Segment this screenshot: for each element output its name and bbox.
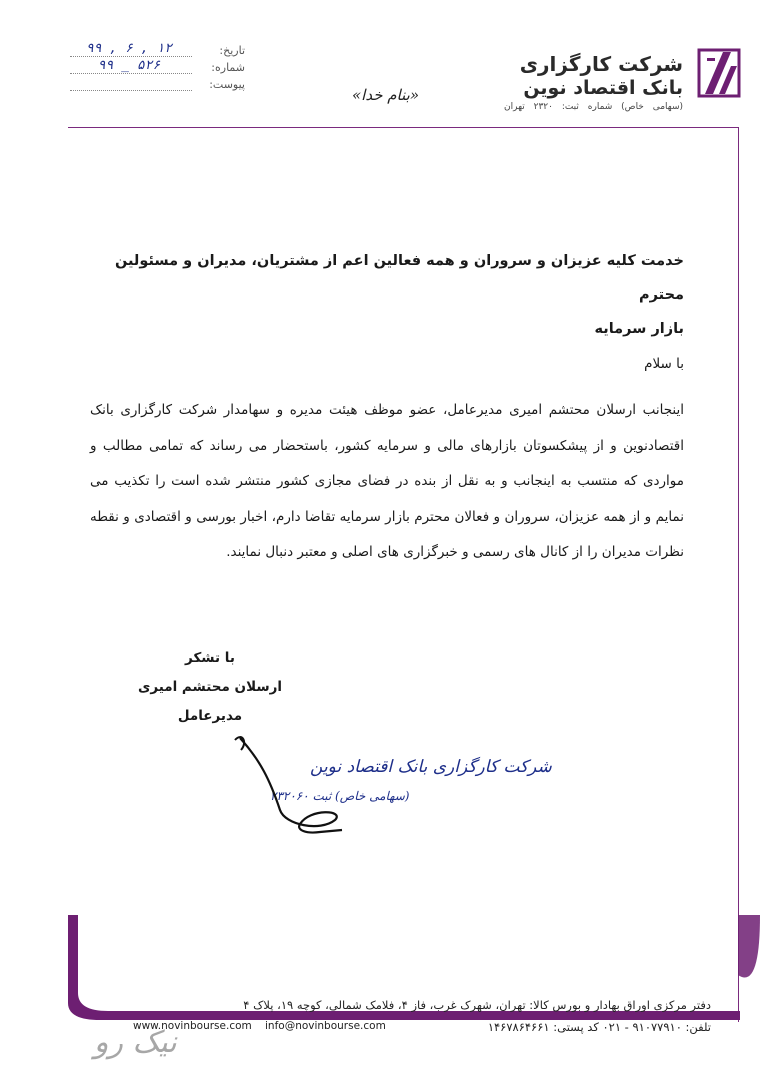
closing-block — [120, 644, 300, 731]
date-value: ۹۹ , ۶ , ۱۲ — [85, 41, 173, 56]
number-label: شماره: — [211, 61, 245, 74]
letter-body-paragraph: اینجانب ارسلان محتشم امیری مدیرعامل، عضو موظف هیئت مدیره و سهامدار شرکت کارگزاری بانک اقتصادنوین و از پیشکسوتان بازارهای مالی و سرمایه کشور، باستحضار می رساند که تمامی مطالب و مواردی که منتسب به اینجانب و به نقل از بنده در فضای مجازی کشور منتشر شده است را تکذیب می نمایم و از همه عزیزان، سروران و فعالان محترم بازار سرمایه تقاضا دارم، اخبار بورسی و اقتصادی و نقطه نظرات مدیران را از کانال های رسمی و خبرگزاری های اصلی و معتبر دنبال نمایند. — [90, 402, 684, 560]
company-logo-icon — [693, 44, 745, 102]
svg-text:شرکت کارگزاری بانک اقتصاد نوین: شرکت کارگزاری بانک اقتصاد نوین — [310, 757, 552, 777]
signatory-title: مدیرعامل — [177, 708, 243, 724]
company-stamp-signature — [110, 720, 552, 838]
watermark-logo — [16, 1010, 177, 1070]
company-name — [504, 52, 683, 112]
attachment-row — [70, 76, 245, 93]
bename-heading: «بنام خدا» — [352, 86, 419, 104]
greeting: با سلام — [644, 356, 684, 372]
closing-thanks: با تشکر — [185, 650, 235, 666]
company-name-line2: بانک اقتصاد نوین — [523, 77, 683, 99]
letter-meta — [70, 42, 245, 93]
date-row — [70, 42, 245, 59]
frame-top-border — [68, 127, 738, 128]
company-name-line1: شرکت کارگزاری — [519, 52, 683, 76]
number-row — [70, 59, 245, 76]
svg-text:نیک رو: نیک رو — [94, 1025, 177, 1060]
company-registration: (سهامی خاص) شماره ثبت: ۲۳۲۰ تهران — [504, 102, 683, 112]
footer-address: دفتر مرکزی اوراق بهادار و بورس کالا: تهران، شهرک غرب، فاز ۴، فلامک شمالی، کوچه ۱۹، پلاک ۴ — [243, 998, 711, 1012]
addressee — [74, 244, 684, 346]
addressee-line2: بازار سرمایه — [594, 321, 684, 337]
footer-website[interactable]: www.novinbourse.com — [133, 1020, 252, 1032]
number-value: ۹۹ _ ۵۲۶ — [97, 58, 161, 73]
date-label: تاریخ: — [219, 44, 245, 57]
signatory-name: ارسلان محتشم امیری — [137, 679, 283, 695]
svg-text:(سهامی خاص) ثبت ۲۳۲۰۶۰: (سهامی خاص) ثبت ۲۳۲۰۶۰ — [270, 789, 410, 803]
footer-phone: تلفن: ۹۱۰۷۷۹۱۰ - ۰۲۱ کد پستی: ۱۴۶۷۸۶۴۶۶۱ — [487, 1020, 711, 1034]
frame-right-border — [738, 127, 739, 1022]
attachment-label: پیوست: — [209, 78, 245, 91]
addressee-line1: خدمت کلیه عزیزان و سروران و همه فعالین اعم از مشتریان، مدیران و مسئولین محترم — [114, 253, 684, 303]
footer-email[interactable]: info@novinbourse.com — [265, 1020, 386, 1032]
